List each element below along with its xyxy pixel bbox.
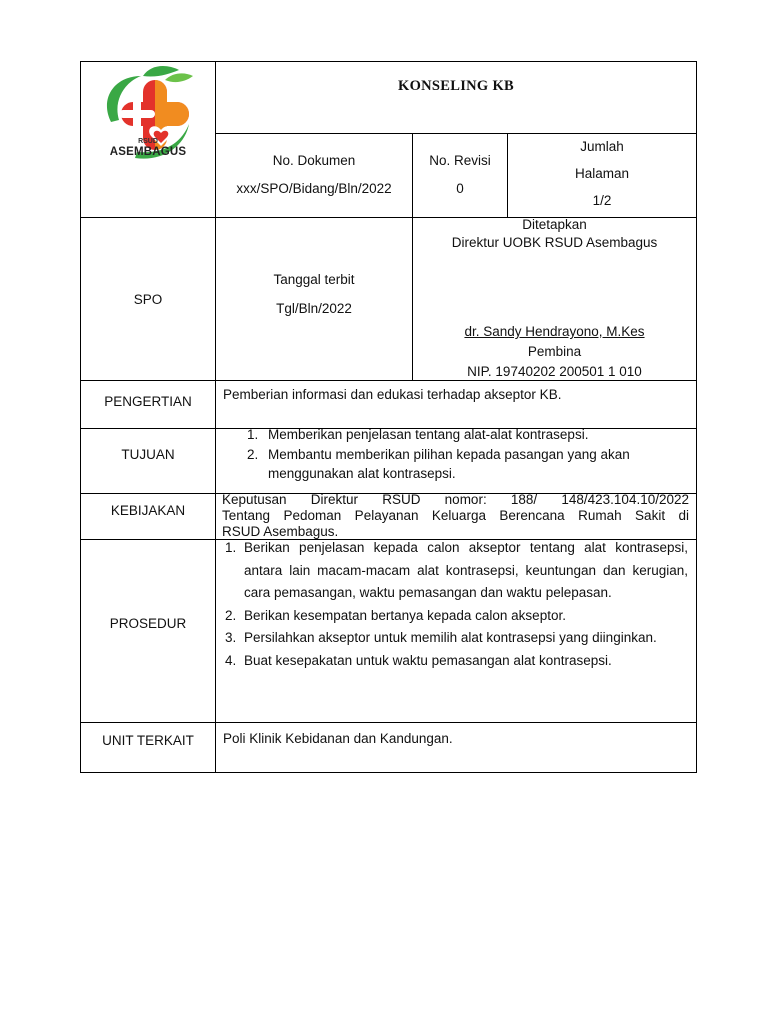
logo-cell [81, 62, 215, 217]
page-count-value: 1/2 [592, 193, 612, 208]
revision-label: No. Revisi [429, 153, 491, 168]
unit-terkait-label: UNIT TERKAIT [102, 732, 194, 748]
list-item: 3. Persilahkan akseptor untuk memilih alat kontrasepsi yang diinginkan. [225, 630, 657, 645]
signer-name: dr. Sandy Hendrayono, M.Kes [464, 324, 645, 339]
spo-document [80, 61, 697, 773]
document-title: KONSELING KB [397, 77, 514, 94]
pengertian-label: PENGERTIAN [104, 393, 192, 409]
list-item: 2. Membantu memberikan pilihan kepada pasangan yang akan menggunakan alat kontrasepsi. [247, 446, 630, 481]
kebijakan-line-1: Keputusan Direktur RSUD nomor: 188/ 148/423.104.10/2022 [222, 492, 689, 507]
signer-rank: Pembina [527, 344, 582, 359]
kebijakan-line-2: Tentang Pedoman Pelayanan Keluarga Berencana Rumah Sakit di [222, 508, 689, 523]
page-count-label-2: Halaman [574, 166, 630, 181]
revision-value: 0 [456, 181, 464, 196]
list-item: 1. Berikan penjelasan kepada calon akseptor tentang alat kontrasepsi, antara lain macam-macam alat kontrasepsi, keuntungan dan kerugian, cara pemasangan, waktu pemasangan dan waktu pelepasan. [225, 540, 688, 600]
issue-date-label: Tanggal terbit [273, 272, 355, 287]
logo-small-text: RSUD [138, 138, 158, 145]
border-bottom [80, 772, 697, 773]
kebijakan-text [222, 492, 689, 540]
tujuan-list [216, 425, 686, 484]
approval-authority: Direktur UOBK RSUD Asembagus [451, 235, 658, 250]
unit-terkait-text: Poli Klinik Kebidanan dan Kandungan. [223, 731, 453, 746]
approval-block [413, 216, 696, 379]
signer-nip: NIP. 19740202 200501 1 010 [467, 364, 642, 379]
page-count-block [508, 133, 696, 214]
doc-number-block [216, 147, 412, 203]
pengertian-text: Pemberian informasi dan edukasi terhadap akseptor KB. [223, 387, 562, 402]
spo-label: SPO [133, 291, 163, 307]
approval-label: Ditetapkan [522, 217, 587, 232]
issue-date-value: Tgl/Bln/2022 [276, 301, 352, 316]
list-item: 1. Memberikan penjelasan tentang alat-alat kontrasepsi. [247, 427, 589, 442]
list-item: 2. Berikan kesempatan bertanya kepada calon akseptor. [225, 607, 566, 623]
border-right [696, 61, 697, 773]
page-count-label-1: Jumlah [580, 139, 624, 154]
doc-number-label: No. Dokumen [272, 153, 356, 168]
kebijakan-line-3: RSUD Asembagus. [222, 524, 339, 539]
logo-hospital-name: ASEMBAGUS [109, 146, 187, 158]
tujuan-label: TUJUAN [121, 446, 175, 462]
prosedur-list [216, 537, 688, 672]
kebijakan-label: KEBIJAKAN [110, 502, 186, 518]
list-item: 4. Buat kesepakatan untuk waktu pemasangan alat kontrasepsi. [225, 652, 612, 668]
revision-block [413, 147, 507, 203]
doc-number-value: xxx/SPO/Bidang/Bln/2022 [236, 181, 392, 196]
prosedur-label: PROSEDUR [109, 615, 187, 631]
issue-date-block [216, 265, 412, 323]
